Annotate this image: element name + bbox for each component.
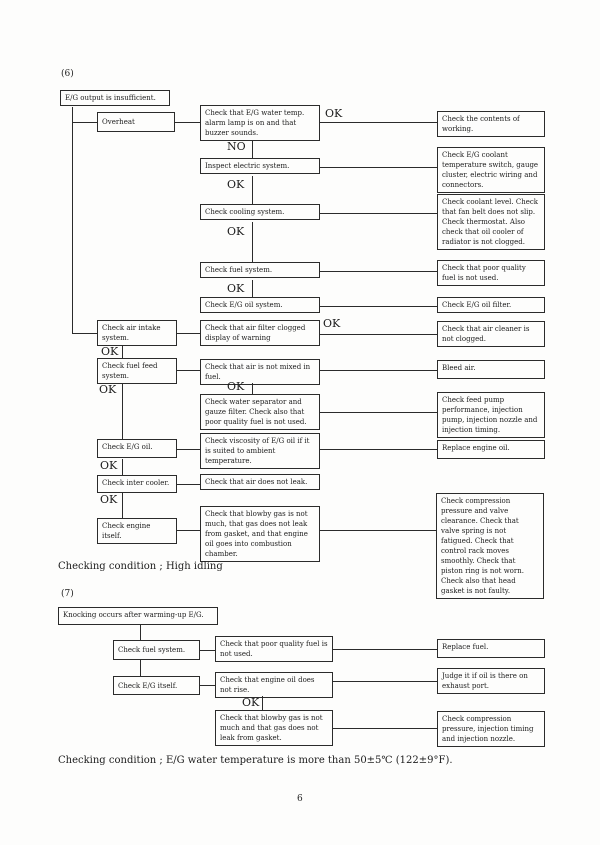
box-check-air-cleaner: Check that air cleaner is not clogged. [437,321,545,347]
box-s7-poor-quality-fuel: Check that poor quality fuel is not used. [215,636,333,662]
connector [175,122,200,123]
connector [333,649,437,650]
ok-label: OK [100,459,118,472]
box-check-eg-oil: Check E/G oil. [97,439,177,458]
box-inspect-electric-system: Inspect electric system. [200,158,320,174]
box-check-oil-filter: Check E/G oil filter. [437,297,545,313]
connector [177,449,200,450]
ok-label: OK [227,178,245,191]
no-label: NO [227,140,246,153]
box-check-air-not-leak: Check that air does not leak. [200,474,320,490]
box-bleed-air: Bleed air. [437,360,545,379]
ok-label: OK [323,317,341,330]
connector [262,696,263,710]
box-check-air-filter-warning: Check that air filter clogged display of warning [200,320,320,346]
box-overheat: Overheat [97,112,175,132]
section-6-label: (6) [61,69,74,79]
connector [177,370,200,371]
box-check-eg-itself: Check E/G itself. [113,676,200,695]
box-s7-blowby-gas: Check that blowby gas is not much and that gas does not leak from gasket. [215,710,333,746]
ok-label: OK [227,225,245,238]
ok-label: OK [227,282,245,295]
box-check-fuel-feed-system: Check fuel feed system. [97,358,177,384]
connector [252,280,253,297]
box-check-blowby-gas: Check that blowby gas is not much, that gas does not leak from gasket, and that engine oil goes into combustion chamber. [200,506,320,562]
section-6-condition: Checking condition ; High idling [58,561,223,572]
connector [122,346,123,358]
connector [72,122,97,123]
connector [140,660,141,676]
ok-label: OK [242,696,260,709]
ok-label: OK [101,345,119,358]
connector [320,122,437,123]
ok-label: OK [325,107,343,120]
box-judge-oil-exhaust-port: Judge it if oil is there on exhaust port. [437,668,545,694]
connector [252,222,253,262]
box-check-poor-quality-fuel: Check that poor quality fuel is not used. [437,260,545,286]
box-s7-check-fuel-system: Check fuel system. [113,640,200,660]
box-check-water-separator: Check water separator and gauze filter. Check also that poor quality fuel is not used. [200,394,320,430]
connector [320,271,437,272]
box-check-water-temp-lamp: Check that E/G water temp. alarm lamp is on and that buzzer sounds. [200,105,320,141]
box-check-eg-oil-system: Check E/G oil system. [200,297,320,313]
connector [200,650,215,651]
connector [252,176,253,204]
box-check-coolant-level: Check coolant level. Check that fan belt does not slip. Check thermostat. Also check that oil cooler of radiator is not clogged. [437,194,545,250]
connector [333,728,437,729]
ok-label: OK [227,380,245,393]
page-number: 6 [297,794,303,804]
box-check-feed-pump: Check feed pump performance, injection pump, injection nozzle and injection timing. [437,392,545,438]
connector [320,530,436,531]
box-check-air-not-mixed: Check that air is not mixed in fuel. [200,359,320,385]
connector [72,333,97,334]
connector [320,412,437,413]
box-check-cooling-system: Check cooling system. [200,204,320,220]
connector [122,384,123,439]
connector [122,493,123,518]
connector [252,141,253,158]
box-check-oil-viscosity: Check viscosity of E/G oil if it is suited to ambient temperature. [200,433,320,469]
connector [200,685,215,686]
connector [122,459,123,475]
box-check-contents-working: Check the contents of working. [437,111,545,137]
connector [252,383,253,394]
box-s7-check-compression: Check compression pressure, injection timing and injection nozzle. [437,711,545,747]
box-replace-fuel: Replace fuel. [437,639,545,658]
box-check-fuel-system: Check fuel system. [200,262,320,278]
box-check-engine-itself: Check engine itself. [97,518,177,544]
box-engine-oil-not-rise: Check that engine oil does not rise. [215,672,333,698]
box-check-air-intake-system: Check air intake system. [97,320,177,346]
box-knocking-after-warmup: Knocking occurs after warming-up E/G. [58,607,218,625]
connector [140,625,141,640]
connector [177,484,200,485]
connector [320,334,437,335]
connector [320,167,437,168]
connector [177,530,200,531]
box-check-inter-cooler: Check inter cooler. [97,475,177,493]
connector [333,681,437,682]
connector [320,449,437,450]
connector [177,333,200,334]
ok-label: OK [99,383,117,396]
box-replace-engine-oil: Replace engine oil. [437,440,545,459]
section-7-condition: Checking condition ; E/G water temperature is more than 50±5℃ (122±9°F). [58,755,453,766]
section-7-label: (7) [61,589,74,599]
connector [320,370,437,371]
box-check-compression-valve: Check compression pressure and valve clearance. Check that valve spring is not fatigued. Check that control rack moves smoothly. Check that piston ring is not worn. Check also that head gasket is not faulty. [436,493,544,599]
box-check-coolant-temp-switch: Check E/G coolant temperature switch, gauge cluster, electric wiring and connectors. [437,147,545,193]
connector [320,213,437,214]
box-eg-output-insufficient: E/G output is insufficient. [60,90,170,106]
connector [320,306,437,307]
ok-label: OK [100,493,118,506]
connector [72,107,73,333]
